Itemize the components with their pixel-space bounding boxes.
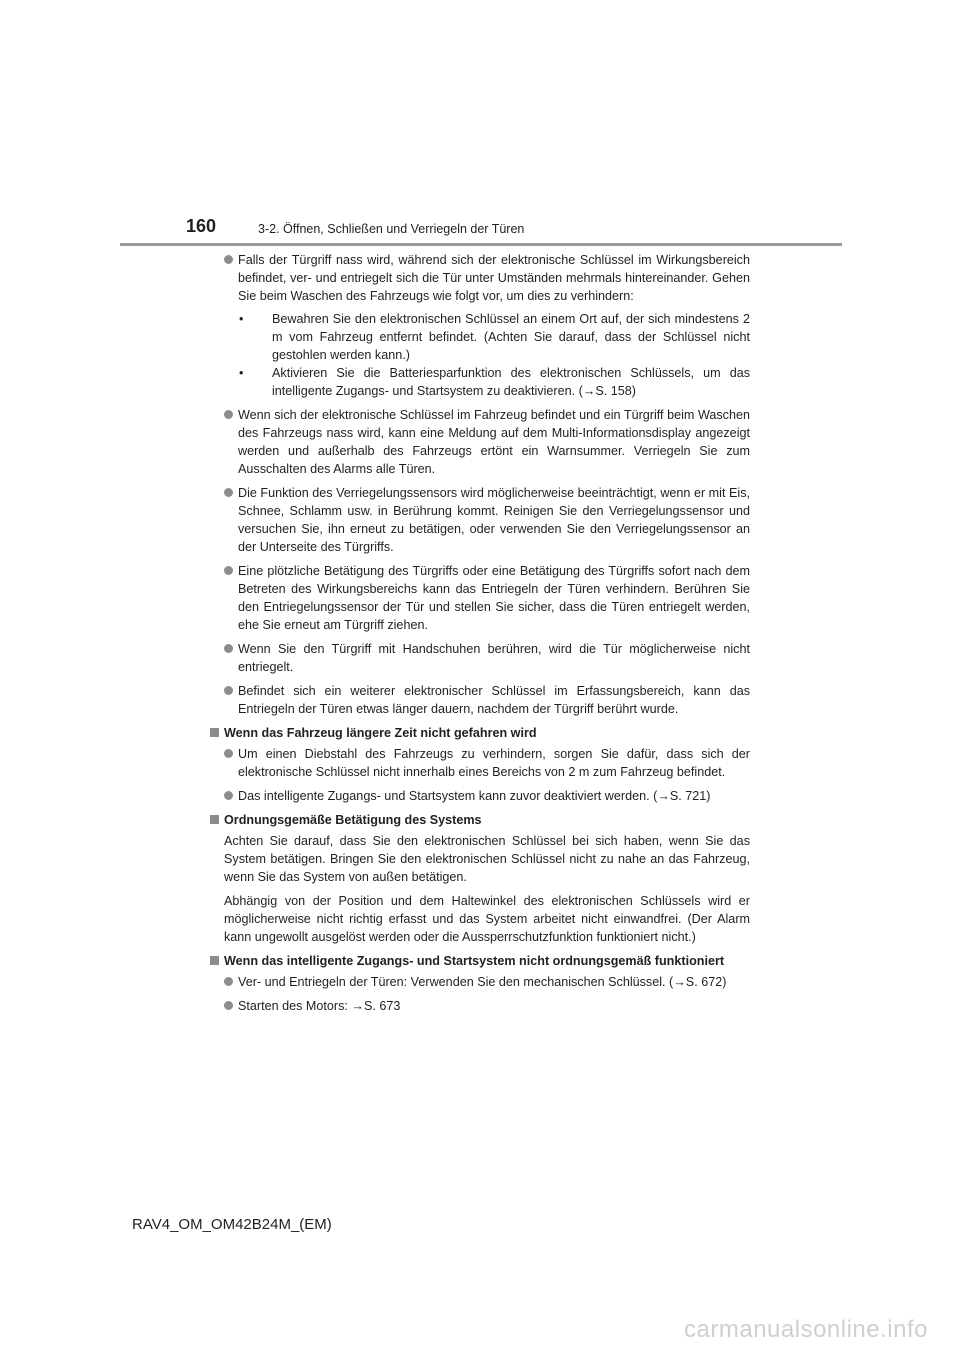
bullet-wet-handle: Falls der Türgriff nass wird, während sich der elektronische Schlüssel im Wirkungsbereich befindet, ver- und entriegelt sich die Tür unter Umständen mehrmals hintereinander. Gehen Sie beim Waschen des Fahrzeugs wie folgt vor, um dies zu verhindern: (207, 251, 750, 305)
heading-not-driven: Wenn das Fahrzeug längere Zeit nicht gefahren wird (207, 724, 750, 742)
bullet-start-engine: Starten des Motors: →S. 673 (207, 997, 750, 1015)
heading-proper-operation: Ordnungsgemäße Betätigung des Systems (207, 811, 750, 829)
bullet-gloves: Wenn Sie den Türgriff mit Handschuhen berühren, wird die Tür möglicherweise nicht entriegelt. (207, 640, 750, 676)
bullet-sudden-operation: Eine plötzliche Betätigung des Türgriffs oder eine Betätigung des Türgriffs sofort nach dem Betreten des Wirkungsbereichs kann das Entriegeln der Türen verhindern. Berühren Sie den Entriegelungssensor der Tür und stellen Sie sicher, dass die Türen entriegelt werden, ehe Sie erneut am Türgriff ziehen. (207, 562, 750, 634)
bullet-deactivate: Das intelligente Zugangs- und Startsystem kann zuvor deaktiviert werden. (→S. 721) (207, 787, 750, 805)
sub-list (231, 310, 750, 400)
page-number: 160 (186, 216, 217, 236)
page-content (207, 251, 750, 1021)
document-code: RAV4_OM_OM42B24M_(EM) (132, 1216, 332, 1233)
heading-malfunction: Wenn das intelligente Zugangs- und Startsystem nicht ordnungsgemäß funktioniert (207, 952, 750, 970)
section-title: 3-2. Öffnen, Schließen und Verriegeln der Türen (258, 222, 525, 236)
bullet-mechanical-key: Ver- und Entriegeln der Türen: Verwenden Sie den mechanischen Schlüssel. (→S. 672) (207, 973, 750, 991)
bullet-second-key: Befindet sich ein weiterer elektronischer Schlüssel im Erfassungsbereich, kann das Entriegeln der Türen etwas länger dauern, nachdem der Türgriff berührt wurde. (207, 682, 750, 718)
watermark: carmanualsonline.info (684, 1316, 928, 1343)
bullet-key-inside: Wenn sich der elektronische Schlüssel im Fahrzeug befindet und ein Türgriff beim Waschen des Fahrzeugs nass wird, kann eine Meldung auf dem Multi-Informationsdisplay angezeigt werden und außerhalb des Fahrzeugs ertönt ein Warnsummer. Verriegeln Sie zum Ausschalten des Alarms alle Türen. (207, 406, 750, 478)
paragraph-carry-key: Achten Sie darauf, dass Sie den elektronischen Schlüssel bei sich haben, wenn Sie das System betätigen. Bringen Sie den elektronischen Schlüssel nicht zu nahe an das Fahrzeug, wenn Sie das System von außen betätigen. (224, 834, 750, 884)
header-rule (120, 243, 842, 246)
sub-bullet-key-distance: • Bewahren Sie den elektronischen Schlüssel an einem Ort auf, der sich mindestens 2 m vom Fahrzeug entfernt befindet. (Achten Sie darauf, dass der Schlüssel nicht gestohlen werden kann.) (239, 310, 750, 364)
sub-bullet-battery-saving: • Aktivieren Sie die Batteriesparfunktion des elektronischen Schlüssels, um das intelligente Zugangs- und Startsystem zu deaktivieren. (→S. 158) (239, 364, 750, 400)
paragraph-position: Abhängig von der Position und dem Haltewinkel des elektronischen Schlüssels wird er möglicherweise nicht richtig erfasst und das System arbeitet nicht einwandfrei. (Der Alarm kann ungewollt ausgelöst werden oder die Aussperrschutzfunktion funktioniert nicht.) (224, 894, 750, 944)
bullet-theft: Um einen Diebstahl des Fahrzeugs zu verhindern, sorgen Sie dafür, dass sich der elektronische Schlüssel nicht innerhalb eines Bereichs von 2 m zum Fahrzeug befindet. (207, 745, 750, 781)
bullet-lock-sensor: Die Funktion des Verriegelungssensors wird möglicherweise beeinträchtigt, wenn er mit Eis, Schnee, Schlamm usw. in Berührung kommt. Reinigen Sie den Verriegelungssensor und versuchen Sie, ihn erneut zu betätigen, oder verwenden Sie den Verriegelungssensor an der Unterseite des Türgriffs. (207, 484, 750, 556)
